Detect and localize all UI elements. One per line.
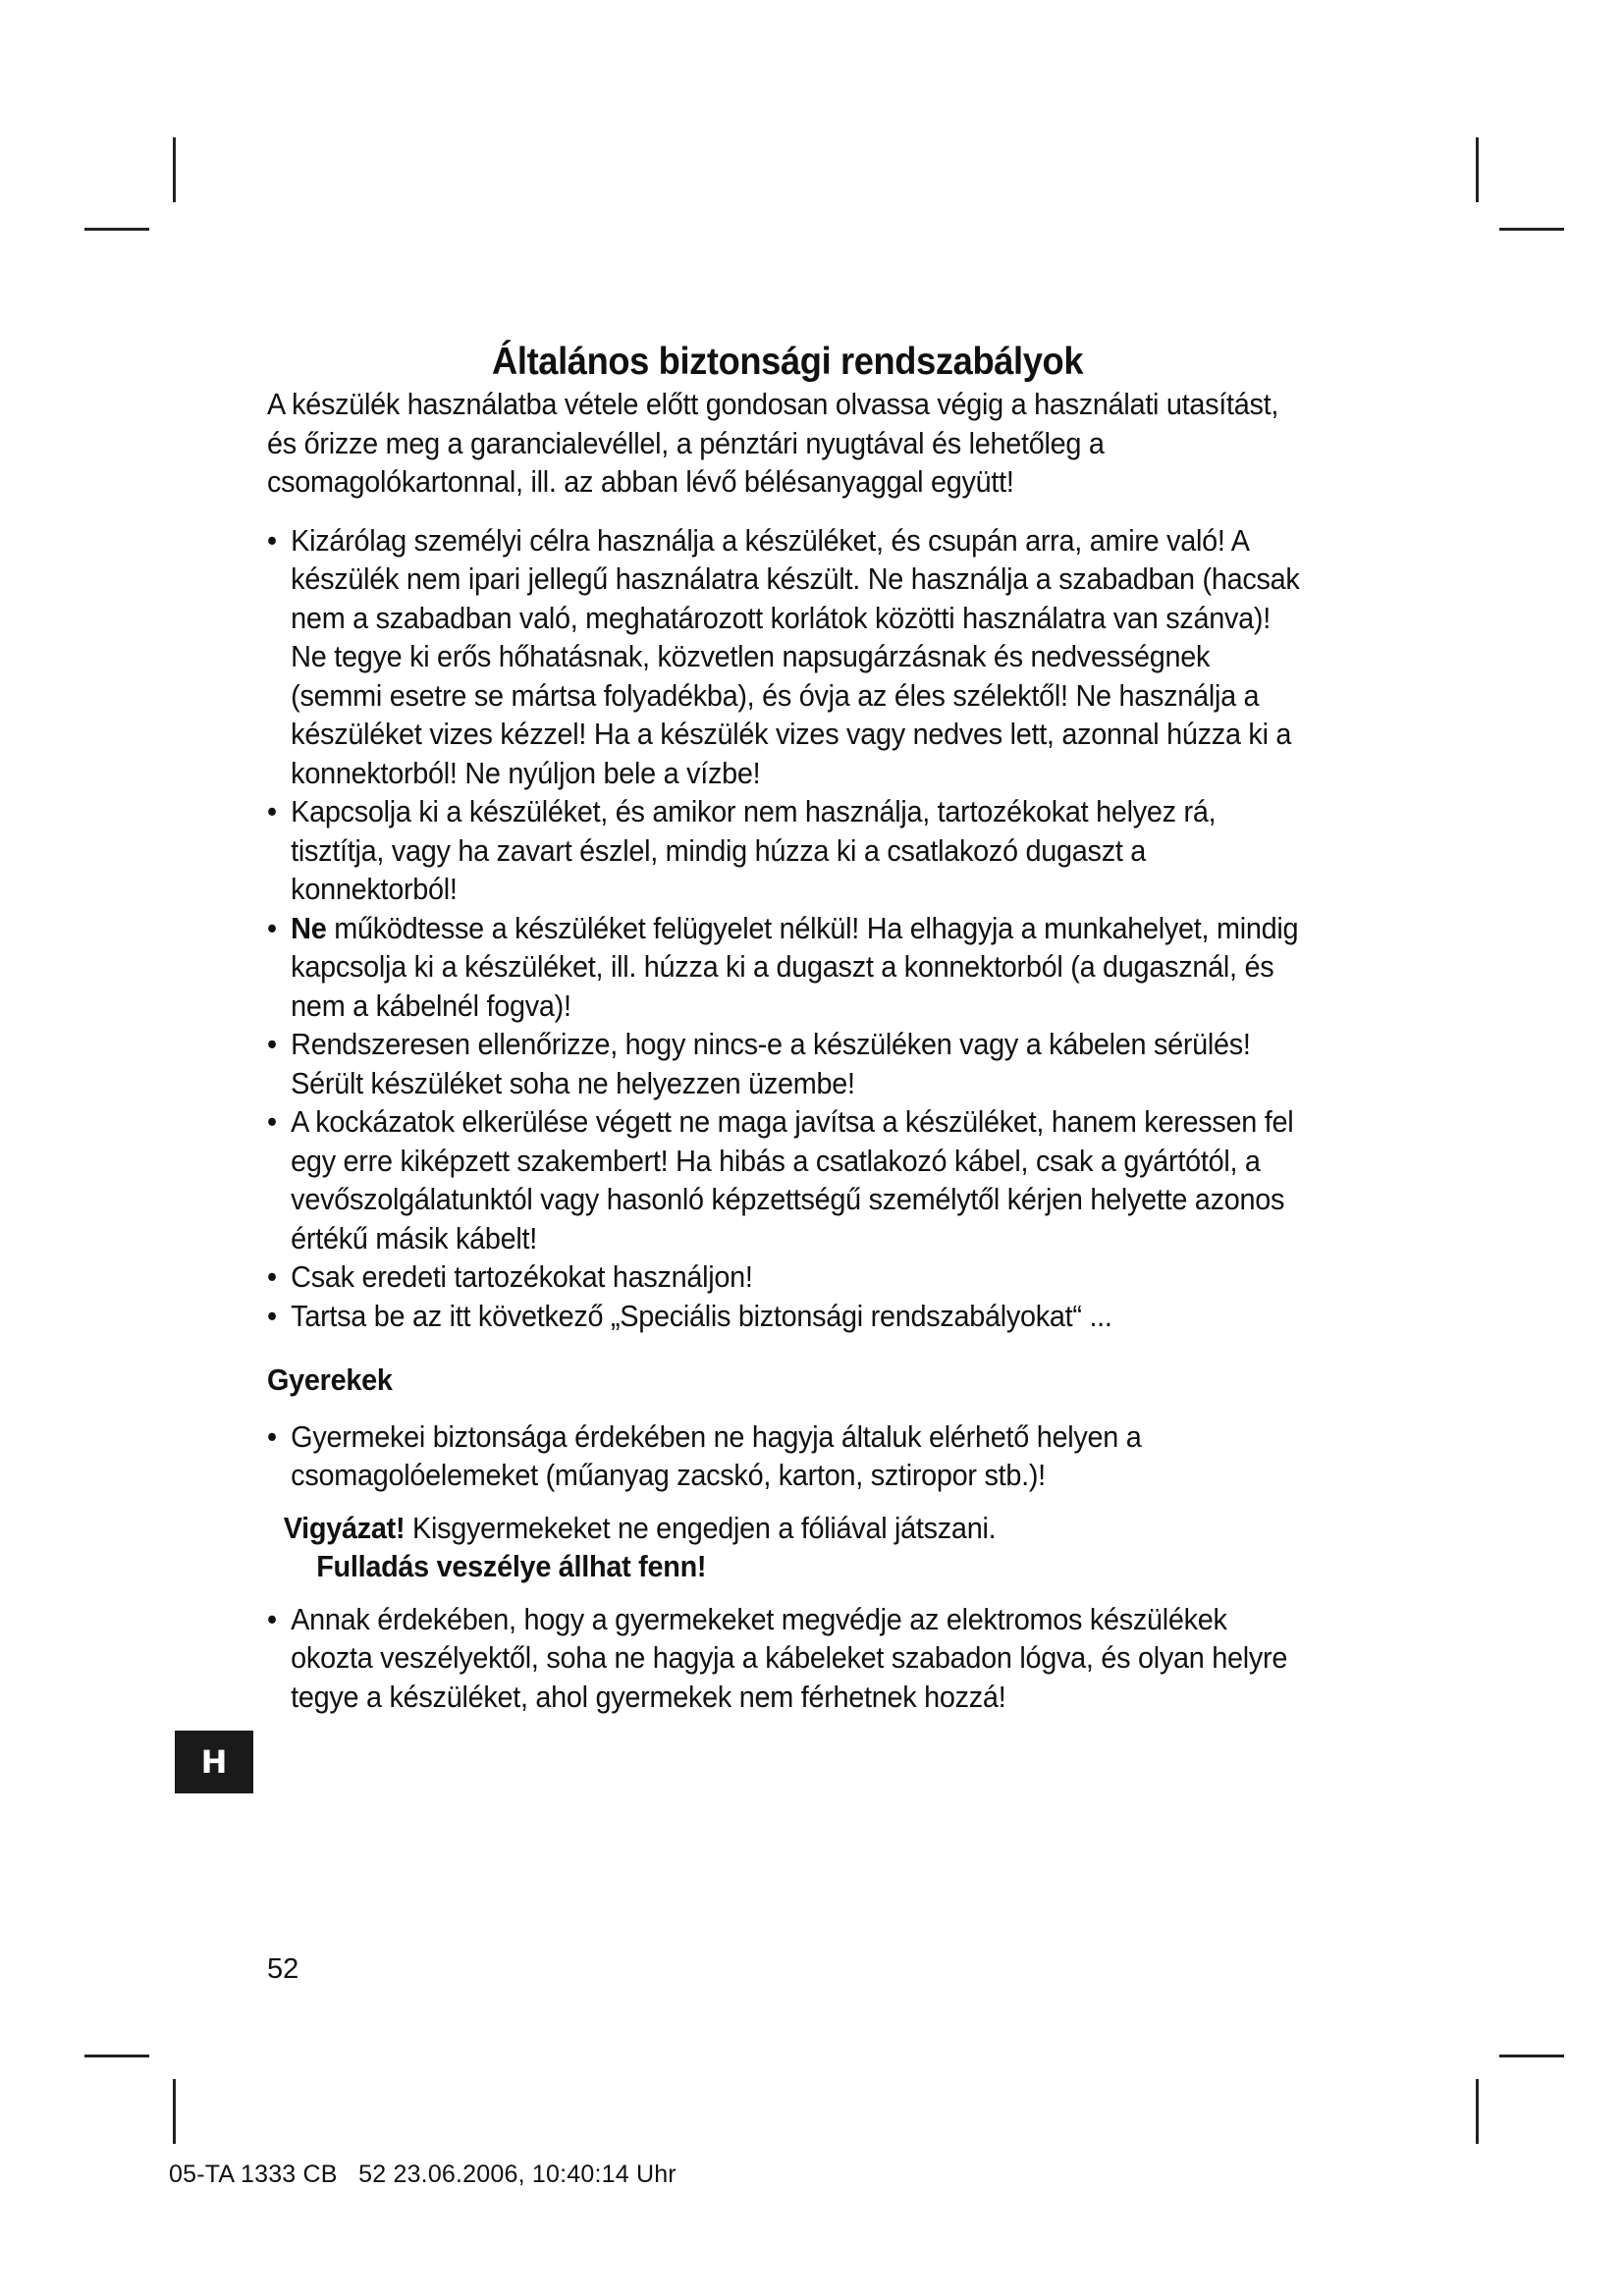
list-item: • Kizárólag személyi célra használja a készüléket, és csupán arra, amire való! A készülék nem ipari jellegű használatra készült. Ne használja a szabadban (hacsak nem a szabadban való, meghatározott korlátok közötti használatra van szánva)! Ne tegye ki erős hőhatásnak, közvetlen napsugárzásnak és nedvességnek (semmi esetre se mártsa folyadékba), és óvja az éles szélektől! Ne használja a készüléket vizes kézzel! Ha a készülék vizes vagy nedves lett, azonnal húzza ki a konnektorból! Ne nyúljon bele a vízbe! [267,521,1308,793]
page-number: 52 [267,1953,299,1985]
list-item: • Gyermekei biztonsága érdekében ne hagyja általuk elérhető helyen a csomagolóelemeket (műanyag zacskó, karton, sztiropor stb.)! [267,1417,1308,1495]
list-item: • Annak érdekében, hogy a gyermekeket megvédje az elektromos készülékek okozta veszélyektől, soha ne hagyja a kábeleket szabadon lógva, és olyan helyre tegye a készüléket, ahol gyermekek nem férhetnek hozzá! [267,1600,1308,1717]
list-item: • Tartsa be az itt következő „Speciális biztonsági rendszabályokat“ ... [267,1297,1308,1336]
warning-text: Kisgyermekeket ne engedjen a fóliával játszani. [412,1510,997,1545]
language-tab-badge: H [175,1731,253,1793]
list-item: • Rendszeresen ellenőrizze, hogy nincs-e a készüléken vagy a kábelen sérülés! Sérült készüléket soha ne helyezzen üzembe! [267,1025,1308,1102]
intro-paragraph: A készülék használatba vétele előtt gondosan olvassa végig a használati utasítást, és őrizze meg a garancialevéllel, a pénztári nyugtával és lehetőleg a csomagolókartonnal, ill. az abban lévő bélésanyaggal együtt! [267,387,1279,499]
list-item [267,909,1308,1026]
crop-mark-bottom-right-vertical [1476,2079,1479,2144]
section-heading-children: Gyerekek [267,1362,393,1397]
crop-mark-top-right-vertical [1476,137,1479,202]
list-item-text: működtesse a készüléket felügyelet nélkül! Ha elhagyja a munkahelyet, mindig kapcsolja ki a készüléket, ill. húzza ki a dugaszt a konnektorból (a dugasznál, és nem a kábelnél fogva)! [291,910,1299,1023]
page-title: Általános biztonsági rendszabályok [492,341,1084,383]
crop-mark-bottom-right-horizontal [1499,2055,1564,2057]
bold-prefix: Ne [291,910,327,945]
children-rules-list [267,1417,1308,1495]
safety-rules-list [267,521,1308,1336]
crop-mark-top-right-horizontal [1499,228,1564,231]
list-item: • Csak eredeti tartozékokat használjon! [267,1257,1308,1297]
list-item: • A kockázatok elkerülése végett ne maga javítsa a készüléket, hanem keressen fel egy erre kiképzett szakembert! Ha hibás a csatlakozó kábel, csak a gyártótól, a vevőszolgálatunktól vagy hasonló képzettségű személytől kérjen helyette azonos értékű másik kábelt! [267,1102,1308,1257]
print-footer [169,2161,677,2189]
children-rules-list-2 [267,1600,1308,1717]
crop-mark-top-left-vertical [173,137,176,202]
crop-mark-bottom-left-vertical [173,2079,176,2144]
warning-block [267,1509,1308,1586]
warning-emphasis: Fulladás veszélye állhat fenn! [316,1549,707,1583]
crop-mark-bottom-left-horizontal [84,2055,149,2057]
warning-label: Vigyázat! [283,1510,406,1545]
document-body [267,340,1308,1716]
footer-text: 05-TA 1333 CB 52 23.06.2006, 10:40:14 Uhr [169,2161,677,2188]
list-item: • Kapcsolja ki a készüléket, és amikor nem használja, tartozékokat helyez rá, tisztítja, vagy ha zavart észlel, mindig húzza ki a csatlakozó dugaszt a konnektorból! [267,792,1308,909]
crop-mark-top-left-horizontal [84,228,149,231]
